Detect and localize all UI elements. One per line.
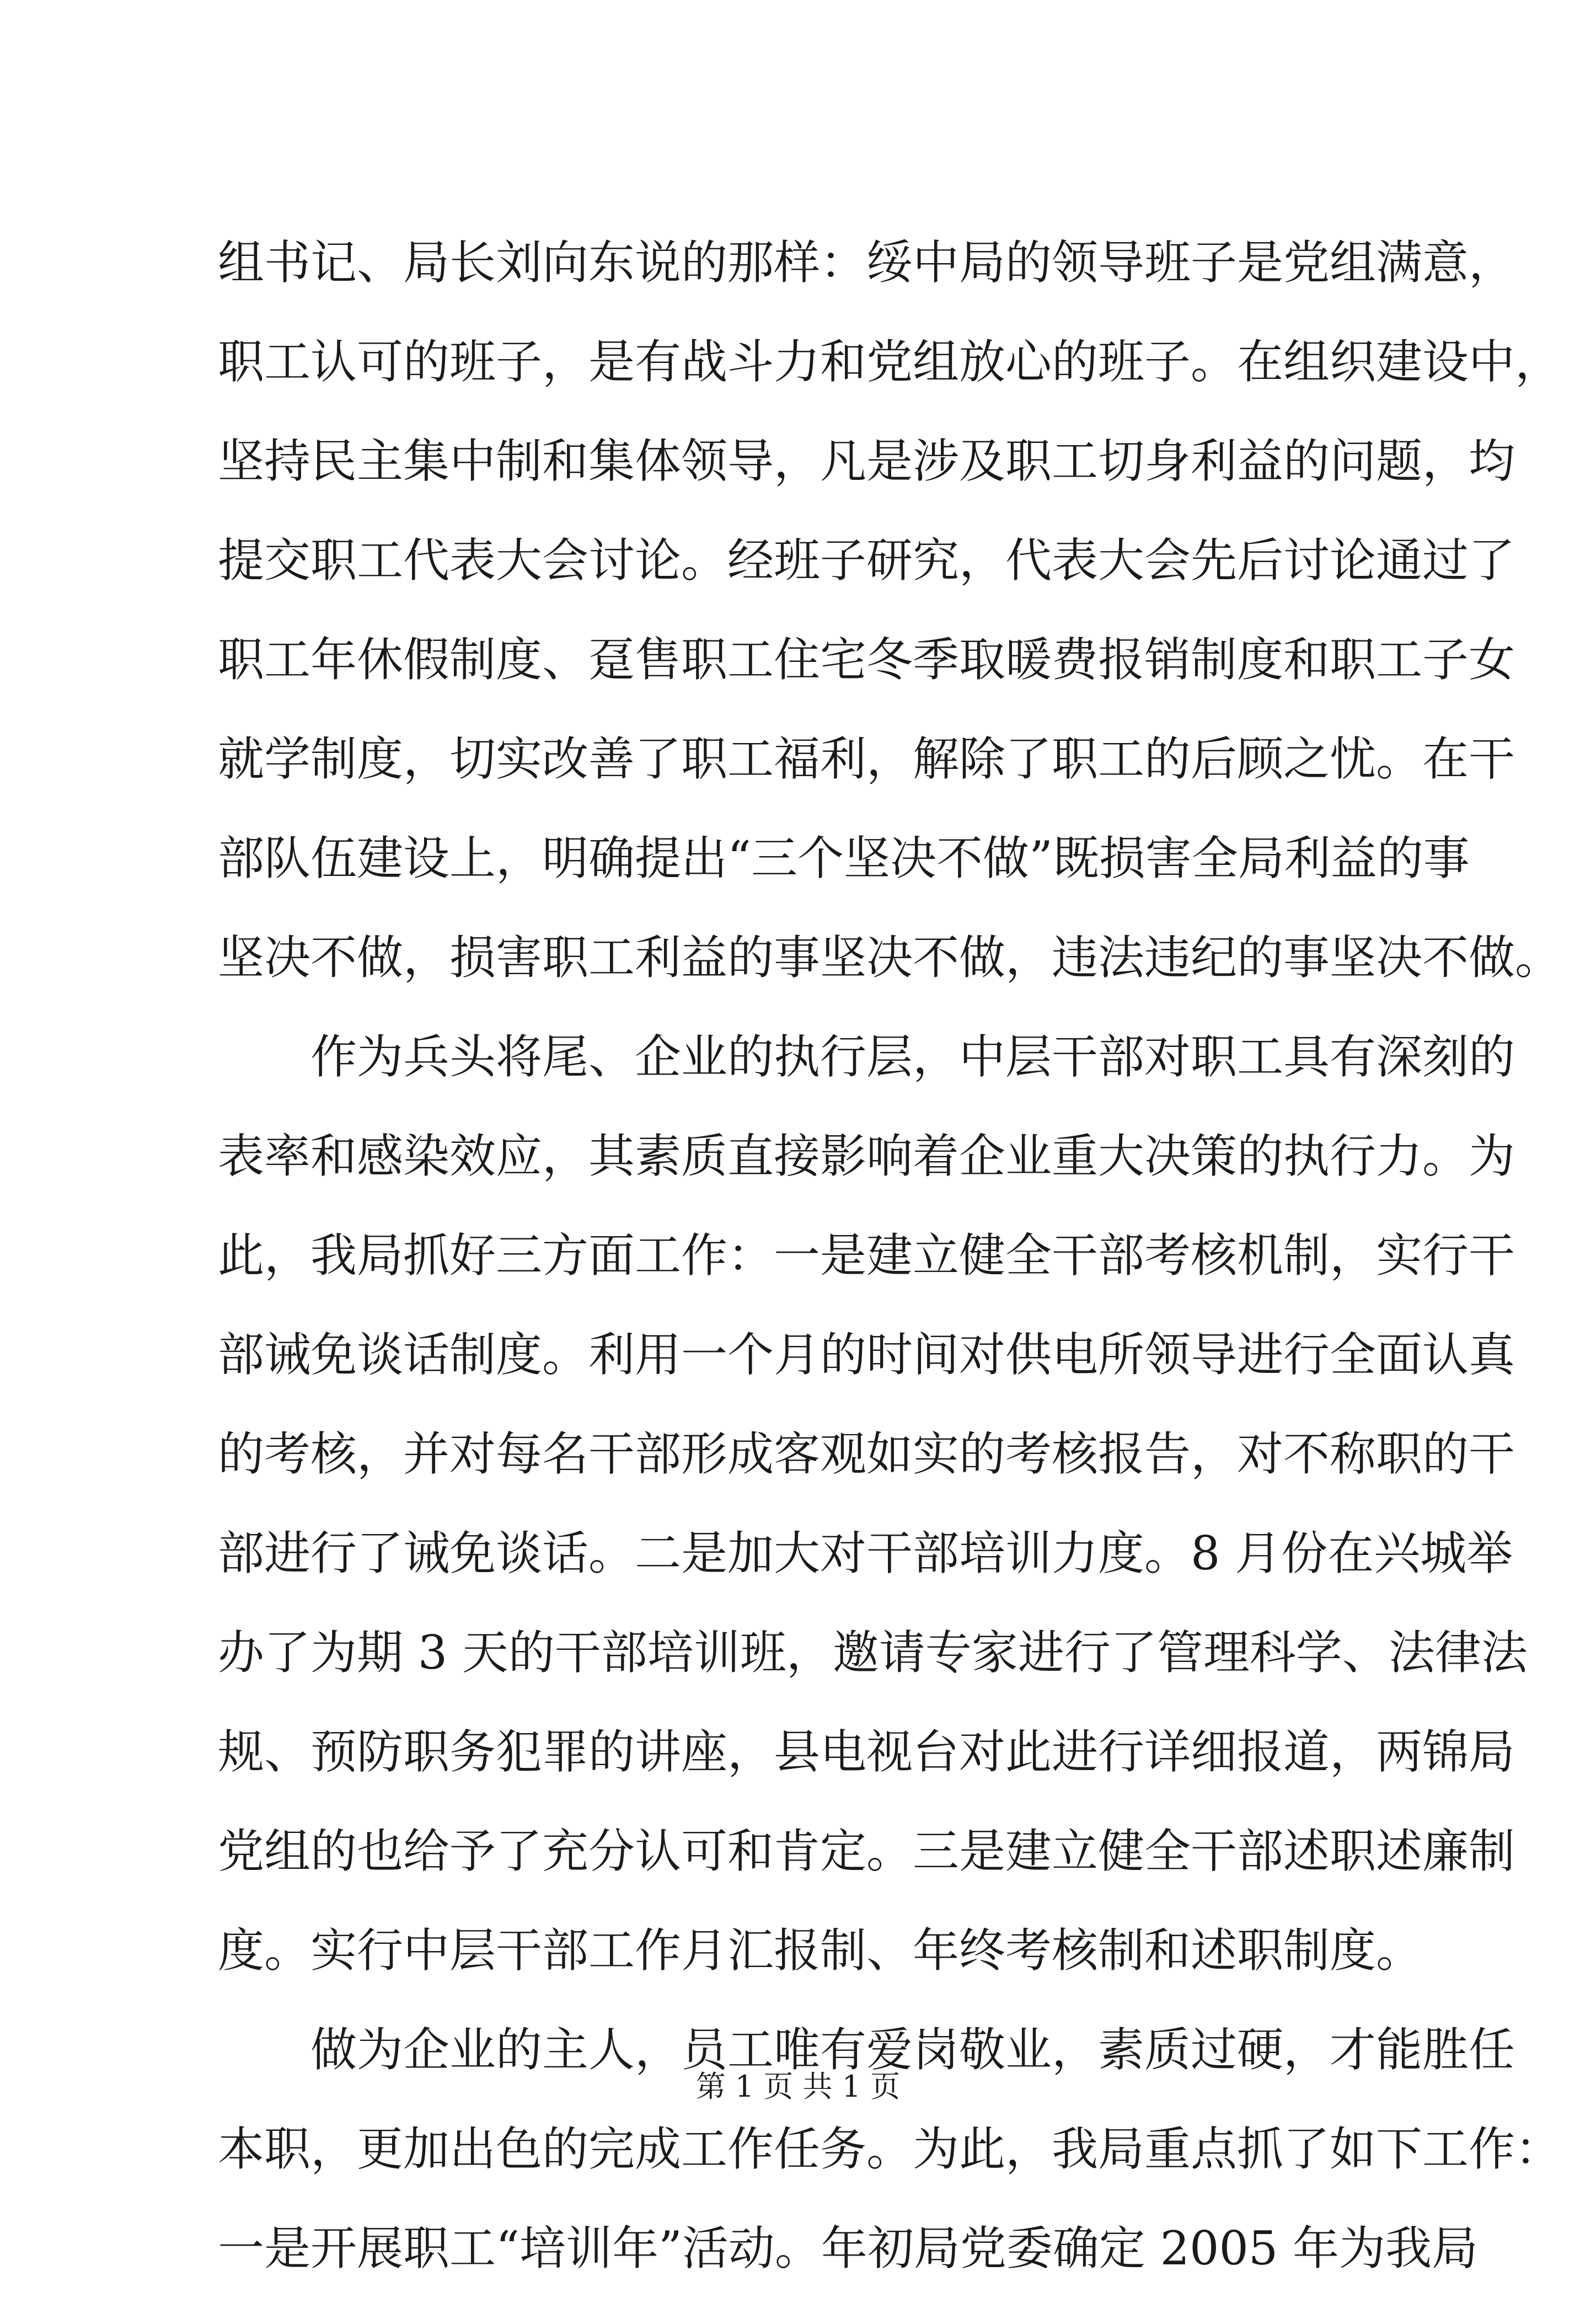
paragraph-2 — [218, 1007, 1528, 2000]
text-line: 部进行了诫免谈话。二是加大对干部培训力度。8 月份在兴城举 — [218, 1526, 1513, 1580]
text-line: 此，我局抓好三方面工作：一是建立健全干部考核机制，实行干 — [218, 1228, 1515, 1282]
paragraph-3 — [218, 2000, 1562, 2298]
text-line: 部诫免谈话制度。利用一个月的时间对供电所领导进行全面认真 — [218, 1328, 1515, 1382]
text-line: 职工年休假制度、趸售职工住宅冬季取暖费报销制度和职工子女 — [218, 633, 1515, 687]
text-line: 度。实行中层干部工作月汇报制、年终考核制和述职制度。 — [218, 1923, 1423, 1978]
text-line: 本职，更加出色的完成工作任务。为此，我局重点抓了如下工作： — [218, 2122, 1562, 2176]
text-line: 组书记、局长刘向东说的那样：绥中局的领导班子是党组满意， — [218, 236, 1515, 290]
text-line: 表率和感染效应，其素质直接影响着企业重大决策的执行力。为 — [218, 1129, 1515, 1183]
text-line: 坚持民主集中制和集体领导，凡是涉及职工切身利益的问题，均 — [218, 434, 1515, 488]
text-line: 坚决不做，损害职工利益的事坚决不做，违法违纪的事坚决不做。 — [218, 931, 1562, 985]
paragraph-1 — [218, 213, 1562, 1007]
text-line: 一是开展职工“培训年”活动。年初局党委确定 2005 年为我局 — [218, 2221, 1479, 2275]
text-line: 规、预防职务犯罪的讲座，县电视台对此进行详细报道，两锦局 — [218, 1725, 1515, 1779]
text-line: 部队伍建设上，明确提出“三个坚决不做”既损害全局利益的事 — [218, 831, 1470, 885]
text-line: 作为兵头将尾、企业的执行层，中层干部对职工具有深刻的 — [310, 1030, 1515, 1084]
text-line: 党组的也给予了充分认可和肯定。三是建立健全干部述职述廉制 — [218, 1824, 1515, 1878]
page-footer: 第 1 页 共 1 页 — [695, 2069, 901, 2104]
text-line: 的考核，并对每名干部形成客观如实的考核报告，对不称职的干 — [218, 1427, 1515, 1481]
text-line: 就学制度，切实改善了职工福利，解除了职工的后顾之忧。在干 — [218, 732, 1515, 786]
document-body — [218, 213, 1562, 2298]
text-line: 提交职工代表大会讨论。经班子研究，代表大会先后讨论通过了 — [218, 533, 1515, 587]
text-line: 职工认可的班子，是有战斗力和党组放心的班子。在组织建设中， — [218, 335, 1562, 389]
text-line: 做为企业的主人，员工唯有爱岗敬业，素质过硬，才能胜任 — [310, 2023, 1515, 2077]
text-line: 办了为期 3 天的干部培训班，邀请专家进行了管理科学、法律法 — [218, 1626, 1528, 1680]
